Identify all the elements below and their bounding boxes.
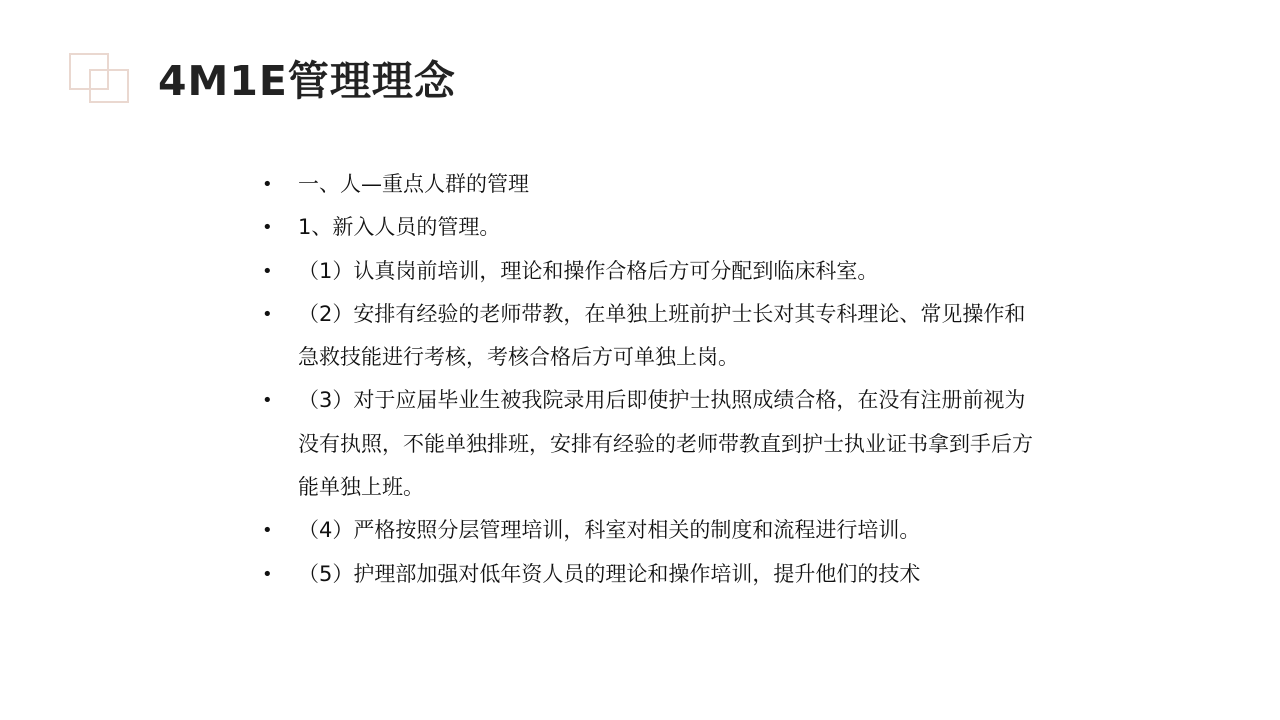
- list-item: [258, 293, 1038, 380]
- bullet-icon: •: [262, 217, 273, 239]
- bullet-icon: •: [262, 563, 273, 585]
- bullet-icon: •: [262, 520, 273, 542]
- list-item-text: （1）认真岗前培训，理论和操作合格后方可分配到临床科室。: [298, 258, 879, 283]
- list-item-text: （3）对于应届毕业生被我院录用后即使护士执照成绩合格，在没有注册前视为没有执照，不能单独排班，安排有经验的老师带教直到护士执业证书拿到手后方能单独上班。: [298, 388, 1033, 500]
- list-item: [258, 206, 1038, 249]
- list-item-text: 一、人—重点人群的管理: [298, 172, 529, 196]
- list-item: [258, 163, 1038, 206]
- decorative-square-front: [89, 69, 129, 103]
- list-item-text: （4）严格按照分层管理培训，科室对相关的制度和流程进行培训。: [298, 518, 921, 543]
- list-item: [258, 553, 1038, 596]
- bullet-icon: •: [262, 174, 273, 195]
- list-item-text: （2）安排有经验的老师带教，在单独上班前护士长对其专科理论、常见操作和急救技能进行考核，考核合格后方可单独上岗。: [298, 301, 1026, 370]
- bullet-icon: •: [262, 260, 273, 282]
- list-item: [258, 379, 1038, 509]
- slide-title: 4M1E管理理念: [158, 57, 456, 105]
- content-list: [258, 163, 1038, 596]
- list-item: [258, 509, 1038, 552]
- bullet-icon: •: [262, 390, 273, 412]
- list-item-text: （5）护理部加强对低年资人员的理论和操作培训，提升他们的技术: [298, 561, 921, 586]
- list-item-text: 1、新入人员的管理。: [298, 215, 501, 240]
- bullet-icon: •: [262, 303, 273, 325]
- list-item: [258, 250, 1038, 293]
